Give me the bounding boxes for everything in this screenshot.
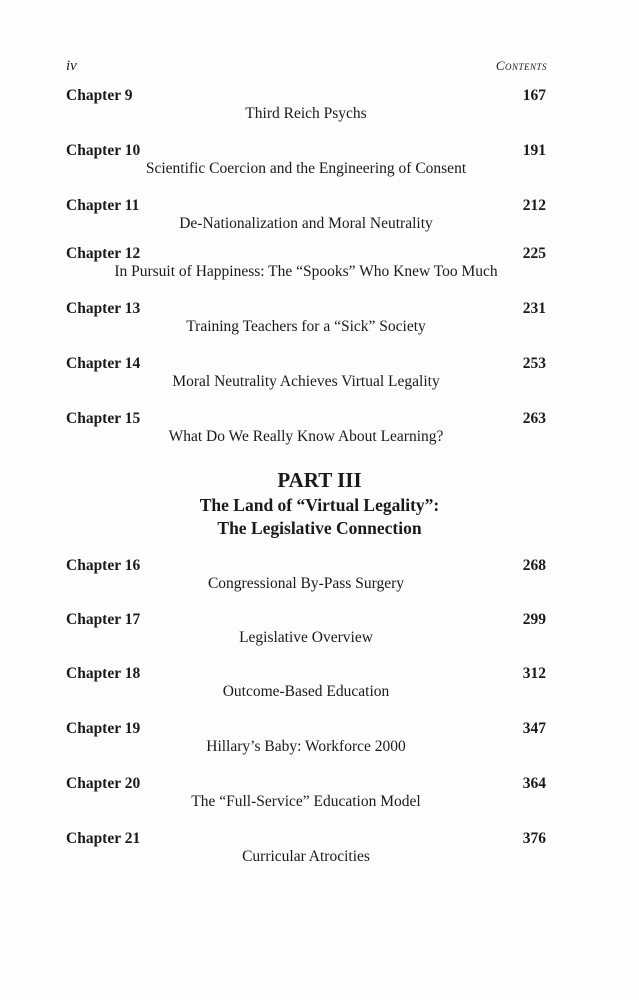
chapter-page-number: 364 [522, 775, 546, 792]
part-subtitle-line-2: The Legislative Connection [217, 518, 422, 538]
chapter-title: Third Reich Psychs [245, 105, 367, 122]
toc-entry-chapter-12 [0, 245, 639, 289]
chapter-page-number: 212 [522, 197, 546, 214]
chapter-page-number: 376 [522, 830, 546, 847]
chapter-label: Chapter 11 [66, 197, 140, 214]
toc-entry-chapter-9 [0, 87, 639, 131]
chapter-page-number: 268 [522, 557, 546, 574]
toc-entry-chapter-10 [0, 142, 639, 186]
chapter-title: What Do We Really Know About Learning? [168, 428, 444, 445]
chapter-page-number: 231 [522, 300, 546, 317]
toc-entry-chapter-16 [0, 557, 639, 601]
toc-entry-chapter-18 [0, 665, 639, 709]
chapter-page-number: 167 [522, 87, 546, 104]
toc-entry-chapter-17 [0, 611, 639, 655]
part-heading: PART III [277, 468, 362, 492]
chapter-title: Congressional By-Pass Surgery [207, 575, 405, 592]
chapter-title: Moral Neutrality Achieves Virtual Legality [172, 373, 440, 390]
chapter-title: Training Teachers for a “Sick” Society [186, 318, 426, 335]
toc-entry-chapter-20 [0, 775, 639, 819]
chapter-title: The “Full-Service” Education Model [191, 793, 421, 810]
chapter-page-number: 312 [522, 665, 546, 682]
chapter-page-number: 347 [522, 720, 546, 737]
toc-entry-chapter-14 [0, 355, 639, 399]
chapter-page-number: 225 [522, 245, 546, 262]
chapter-title: Legislative Overview [239, 629, 373, 646]
chapter-label: Chapter 12 [66, 245, 141, 262]
chapter-page-number: 299 [522, 611, 546, 628]
chapter-title: Scientific Coercion and the Engineering of Consent [145, 160, 467, 177]
toc-entry-chapter-19 [0, 720, 639, 764]
toc-entry-chapter-15 [0, 410, 639, 454]
chapter-page-number: 191 [522, 142, 546, 159]
toc-entry-chapter-13 [0, 300, 639, 344]
chapter-title: Curricular Atrocities [242, 848, 370, 865]
chapter-title: Hillary’s Baby: Workforce 2000 [206, 738, 406, 755]
chapter-label: Chapter 21 [66, 830, 141, 847]
part-subtitle-line-1: The Land of “Virtual Legality”: [199, 495, 440, 515]
chapter-label: Chapter 14 [66, 355, 141, 372]
chapter-label: Chapter 15 [66, 410, 141, 427]
chapter-title: In Pursuit of Happiness: The “Spooks” Who Knew Too Much [114, 263, 498, 280]
chapter-label: Chapter 10 [66, 142, 141, 159]
chapter-title: Outcome-Based Education [222, 683, 390, 700]
running-header: Contents [495, 58, 547, 73]
toc-entry-chapter-11 [0, 197, 639, 241]
chapter-label: Chapter 20 [66, 775, 141, 792]
chapter-page-number: 253 [522, 355, 546, 372]
toc-entry-chapter-21 [0, 830, 639, 874]
chapter-page-number: 263 [522, 410, 546, 427]
chapter-label: Chapter 17 [66, 611, 141, 628]
chapter-label: Chapter 18 [66, 665, 141, 682]
chapter-label: Chapter 13 [66, 300, 141, 317]
page-number: iv [66, 58, 77, 74]
chapter-label: Chapter 16 [66, 557, 141, 574]
chapter-title: De-Nationalization and Moral Neutrality [179, 215, 433, 232]
chapter-label: Chapter 19 [66, 720, 141, 737]
chapter-label: Chapter 9 [66, 87, 133, 104]
